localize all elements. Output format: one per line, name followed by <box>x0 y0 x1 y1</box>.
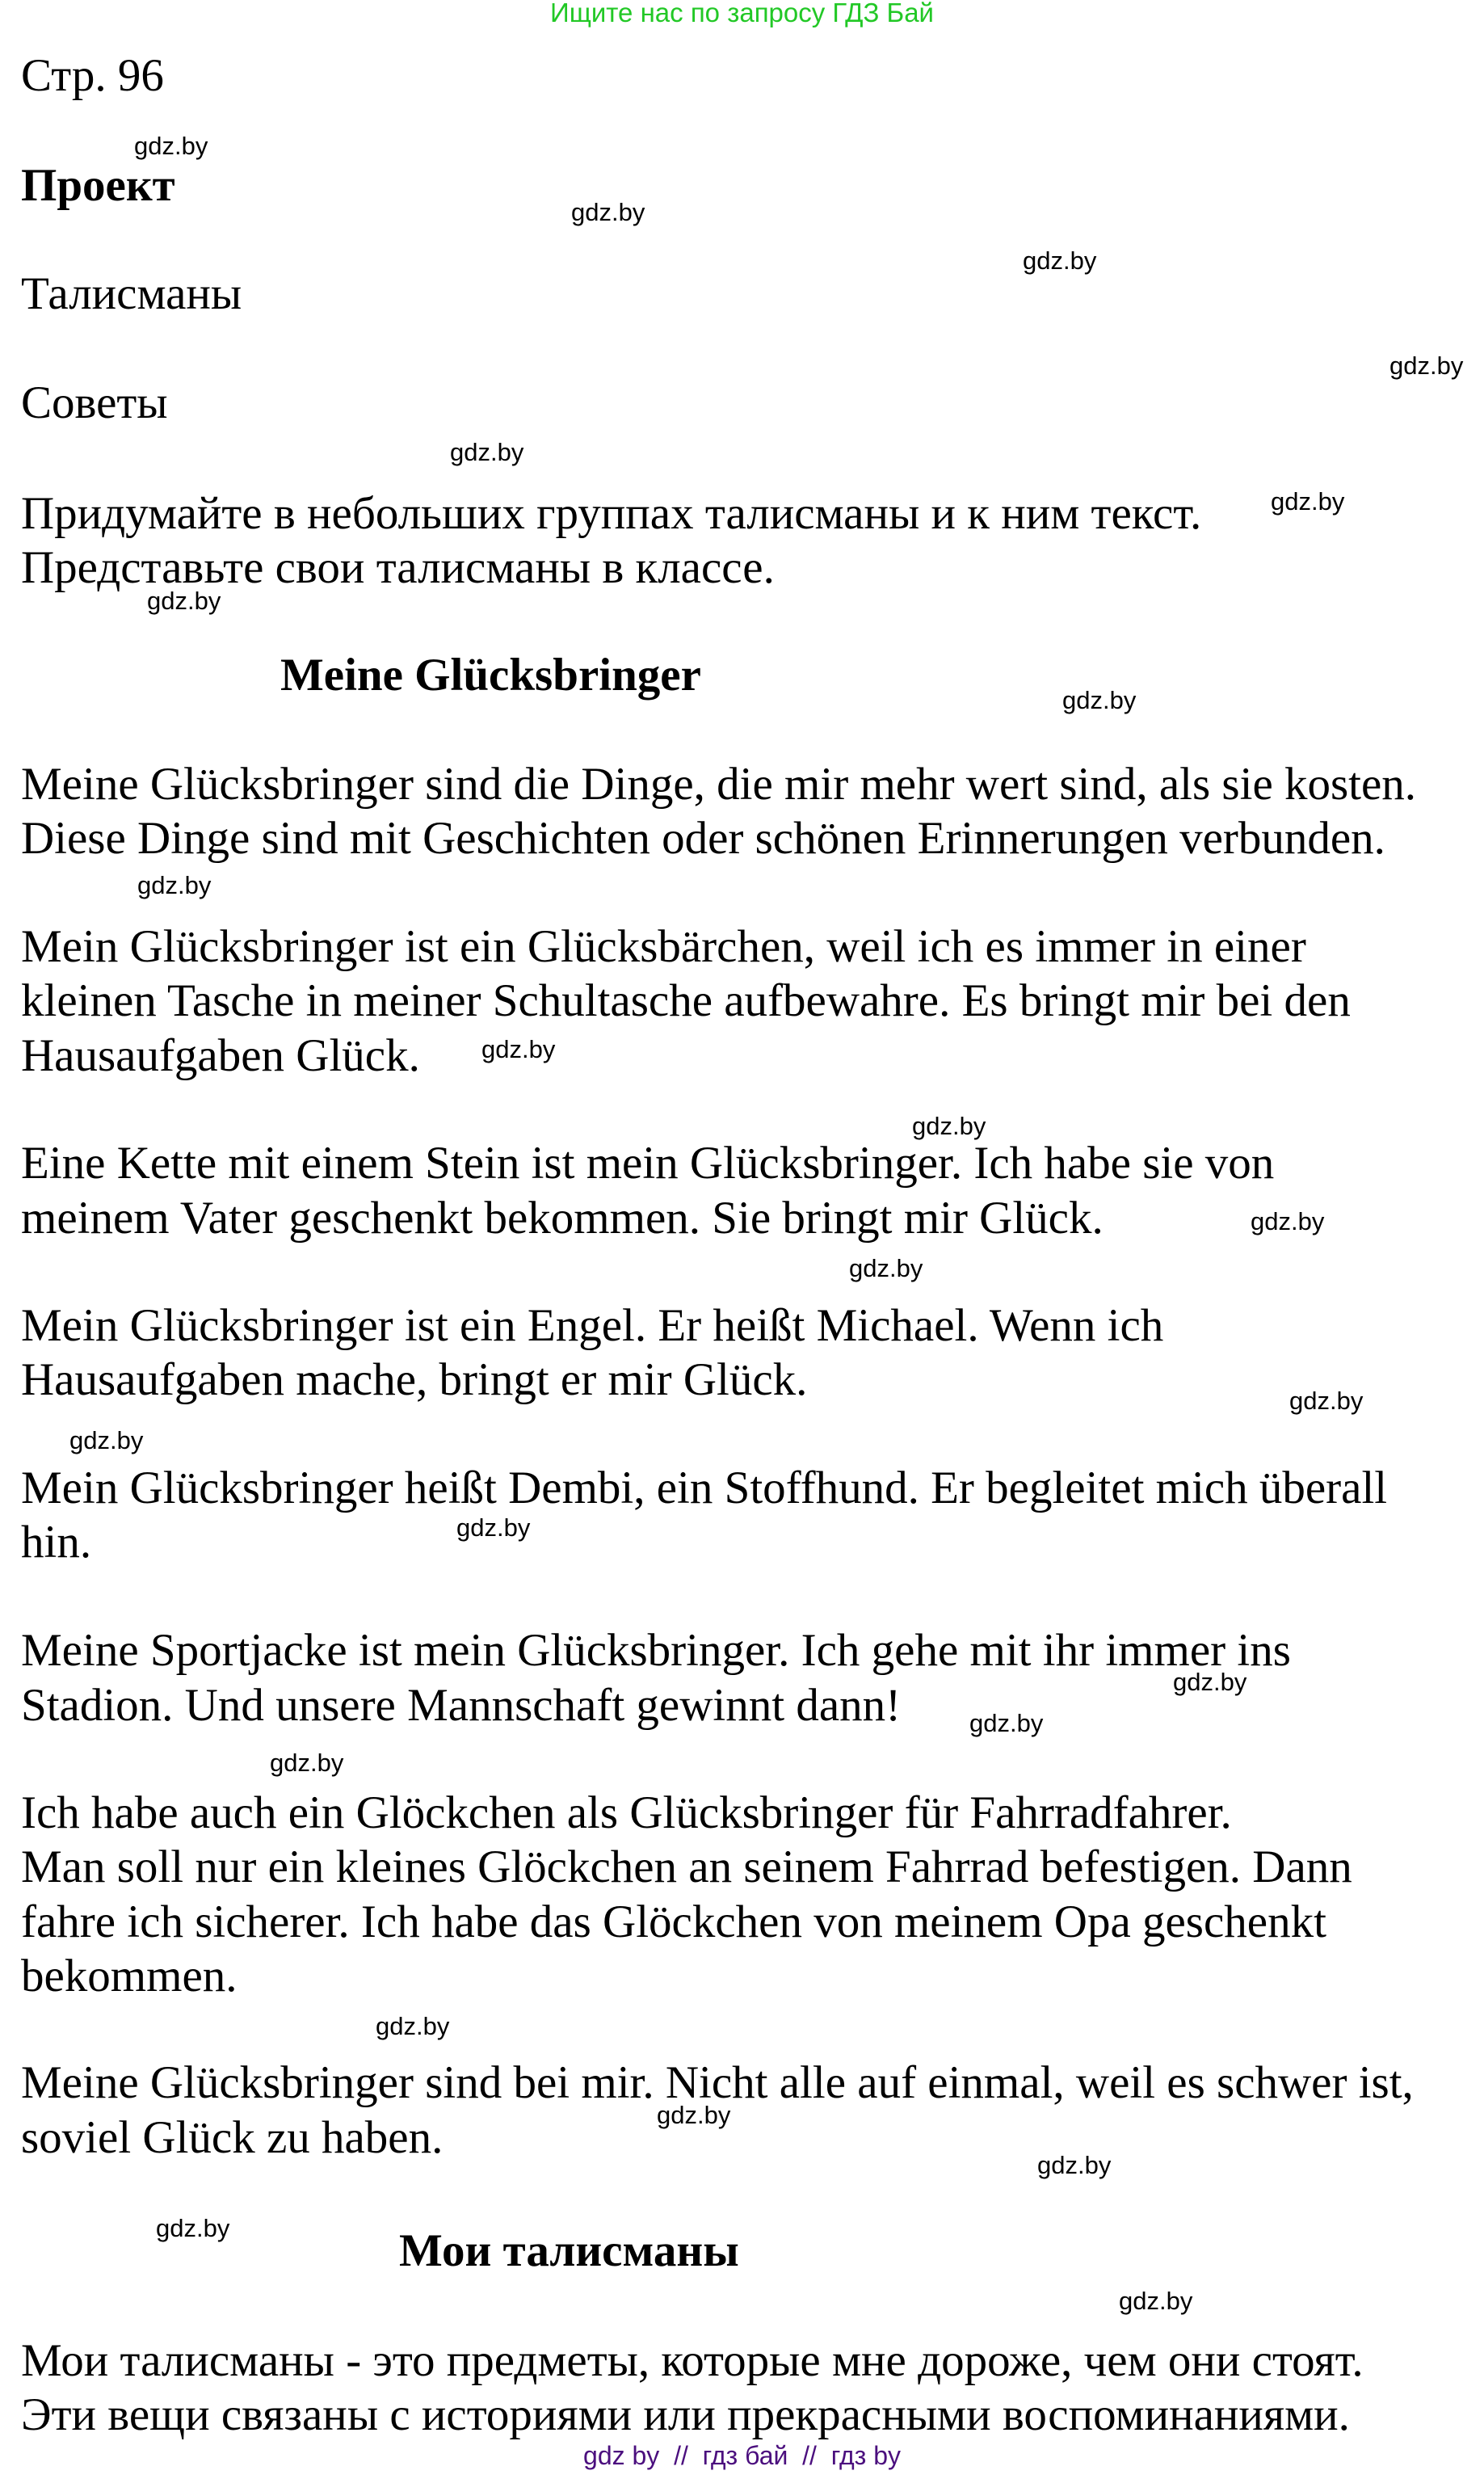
paragraph-line: Stadion. Und unsere Mannschaft gewinnt dann! <box>21 1680 902 1731</box>
watermark: gdz.by <box>270 1749 344 1777</box>
watermark: gdz.by <box>1062 686 1137 714</box>
watermark: gdz.by <box>147 587 221 615</box>
watermark: gdz.by <box>1251 1207 1325 1235</box>
paragraph-line: Mein Glücksbringer heißt Dembi, ein Stoffhund. Er begleitet mich überall <box>21 1463 1388 1513</box>
watermark: gdz.by <box>1119 2287 1193 2315</box>
watermark: gdz.by <box>571 198 645 226</box>
watermark: gdz.by <box>1023 246 1097 275</box>
watermark: gdz.by <box>1037 2151 1112 2179</box>
watermark: gdz.by <box>849 1254 923 1282</box>
section-title-german: Meine Glücksbringer <box>280 650 701 701</box>
paragraph-line: Mein Glücksbringer ist ein Engel. Er heißt Michael. Wenn ich <box>21 1300 1164 1351</box>
paragraph-line: Meine Glücksbringer sind bei mir. Nicht alle auf einmal, weil es schwer ist, <box>21 2057 1414 2108</box>
paragraph-line: fahre ich sicherer. Ich habe das Glöckchen von meinem Opa geschenkt <box>21 1896 1326 1947</box>
paragraph-line: Эти вещи связаны с историями или прекрасными воспоминаниями. <box>21 2389 1350 2440</box>
paragraph-line: bekommen. <box>21 1951 238 2001</box>
paragraph-line: Ich habe auch ein Glöckchen als Glücksbringer für Fahrradfahrer. <box>21 1787 1232 1838</box>
watermark: gdz.by <box>456 1513 531 1542</box>
advice-label: Советы <box>21 377 168 428</box>
paragraph-line: Diese Dinge sind mit Geschichten oder schönen Erinnerungen verbunden. <box>21 813 1385 864</box>
paragraph-line: Meine Sportjacke ist mein Glücksbringer. Ich gehe mit ihr immer ins <box>21 1625 1291 1676</box>
paragraph-line: hin. <box>21 1517 92 1568</box>
watermark: gdz.by <box>156 2214 230 2242</box>
paragraph-line: meinem Vater geschenkt bekommen. Sie bringt mir Glück. <box>21 1193 1104 1244</box>
instruction-line: Представьте свои талисманы в классе. <box>21 542 775 593</box>
watermark: gdz.by <box>481 1035 556 1063</box>
paragraph-line: kleinen Tasche in meiner Schultasche aufbewahre. Es bringt mir bei den <box>21 975 1351 1026</box>
paragraph-line: Eine Kette mit einem Stein ist mein Glücksbringer. Ich habe sie von <box>21 1138 1275 1189</box>
watermark: gdz.by <box>912 1112 986 1140</box>
page-label: Стр. 96 <box>21 50 164 101</box>
paragraph-line: Hausaufgaben mache, bringt er mir Glück. <box>21 1354 808 1405</box>
watermark: gdz.by <box>450 438 524 466</box>
watermark: gdz.by <box>657 2101 731 2129</box>
watermark: gdz.by <box>1173 1668 1247 1696</box>
paragraph-line: Мои талисманы - это предметы, которые мне дороже, чем они стоят. <box>21 2335 1364 2386</box>
watermark: gdz.by <box>137 871 212 899</box>
topic-title: Талисманы <box>21 268 242 319</box>
top-banner[interactable]: Ищите нас по запросу ГДЗ Бай <box>550 0 934 27</box>
watermark: gdz.by <box>1289 1387 1364 1415</box>
section-title-russian: Мои талисманы <box>399 2225 739 2276</box>
watermark: gdz.by <box>376 2012 450 2040</box>
watermark: gdz.by <box>1389 351 1464 380</box>
paragraph-line: Man soll nur ein kleines Glöckchen an seinem Fahrrad befestigen. Dann <box>21 1841 1352 1892</box>
paragraph-line: soviel Glück zu haben. <box>21 2112 444 2163</box>
watermark: gdz.by <box>134 132 208 160</box>
paragraph-line: Mein Glücksbringer ist ein Glücksbärchen, weil ich es immer in einer <box>21 921 1306 972</box>
watermark: gdz.by <box>69 1426 144 1454</box>
bottom-banner[interactable]: gdz by // гдз бай // гдз by <box>583 2441 901 2470</box>
project-heading: Проект <box>21 160 175 211</box>
instruction-line: Придумайте в небольших группах талисманы и к ним текст. <box>21 488 1202 539</box>
watermark: gdz.by <box>969 1709 1044 1737</box>
paragraph-line: Hausaufgaben Glück. <box>21 1030 420 1081</box>
watermark: gdz.by <box>1271 487 1345 516</box>
paragraph-line: Meine Glücksbringer sind die Dinge, die mir mehr wert sind, als sie kosten. <box>21 759 1417 810</box>
